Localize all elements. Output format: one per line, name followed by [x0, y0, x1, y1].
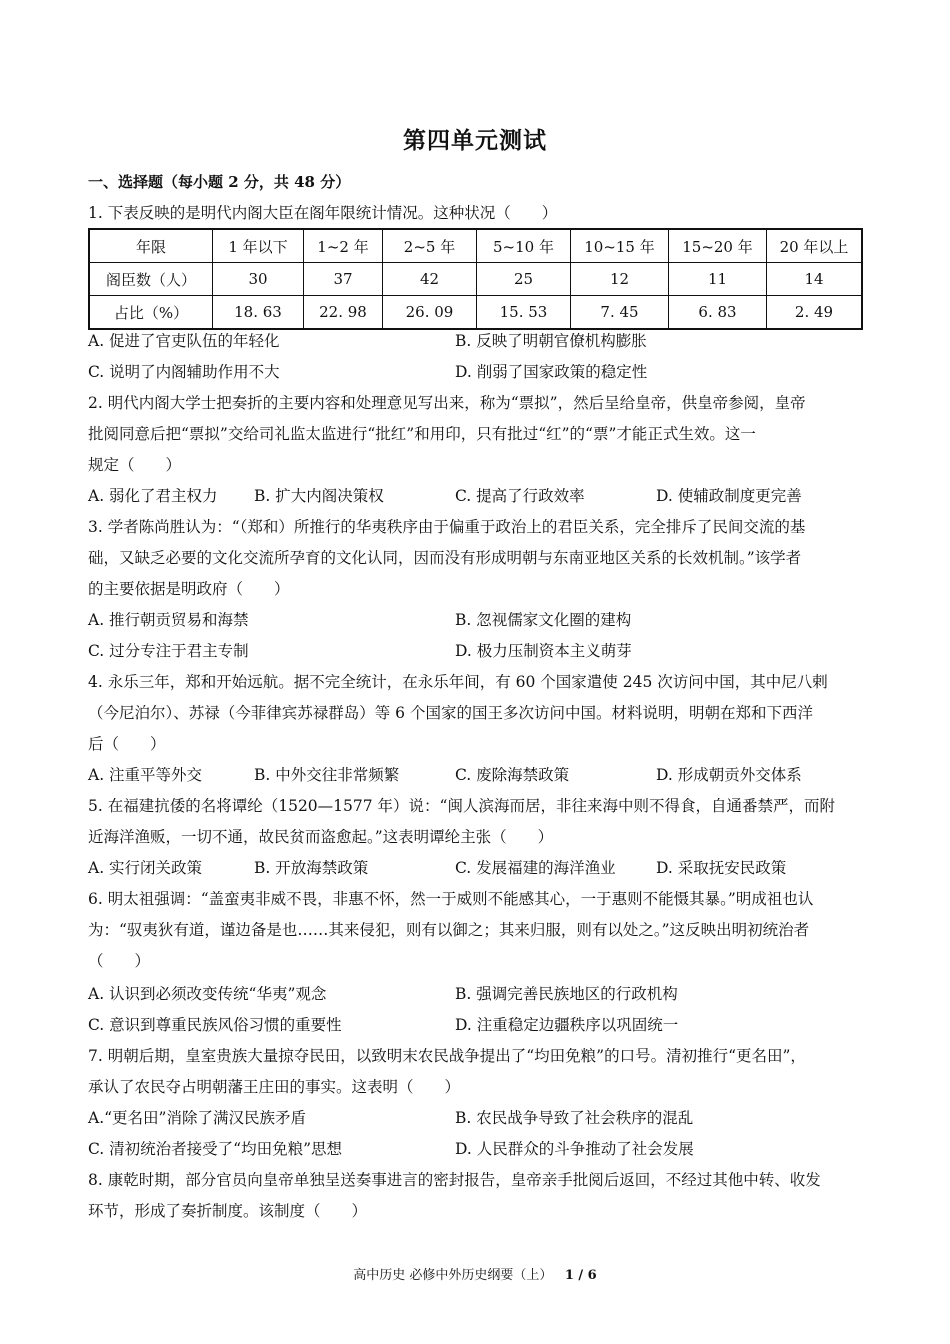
question-2-option-a: A. 弱化了君主权力 — [88, 487, 218, 505]
question-2-line-2: 批阅同意后把“票拟”交给司礼监太监进行“批红”和用印，只有批过“红”的“票”才能正式生效。这一 — [88, 425, 756, 443]
question-5-option-c: C. 发展福建的海洋渔业 — [455, 859, 616, 877]
table-cell: 阁臣数（人） — [89, 263, 213, 296]
question-7-option-c: C. 清初统治者接受了“均田免粮”思想 — [88, 1140, 343, 1158]
question-2-option-d: D. 使辅政制度更完善 — [656, 487, 802, 505]
table-cell: 2. 49 — [767, 296, 863, 330]
question-5-option-b: B. 开放海禁政策 — [254, 859, 369, 877]
table-cell: 22. 98 — [304, 296, 383, 330]
question-1-option-d: D. 削弱了国家政策的稳定性 — [455, 363, 648, 381]
table-cell: 占比（%） — [89, 296, 213, 330]
question-4-option-a: A. 注重平等外交 — [88, 766, 203, 784]
question-6-option-c: C. 意识到尊重民族风俗习惯的重要性 — [88, 1016, 342, 1034]
question-6-line-2: 为：“驭夷狄有道，谨边备是也……其来侵犯，则有以御之；其来归服，则有以处之。”这反映出明初统治者 — [88, 921, 810, 939]
question-7-option-b: B. 农民战争导致了社会秩序的混乱 — [455, 1109, 694, 1127]
table-header-cell: 2~5 年 — [383, 229, 477, 263]
table-header-cell: 1 年以下 — [213, 229, 304, 263]
question-7-line-2: 承认了农民夺占明朝藩王庄田的事实。这表明（ ） — [88, 1078, 461, 1096]
table-cell: 26. 09 — [383, 296, 477, 330]
question-3-line-1: 3. 学者陈尚胜认为：“（郑和）所推行的华夷秩序由于偏重于政治上的君臣关系，完全排斥了民间交流的基 — [88, 518, 806, 536]
question-3-option-b: B. 忽视儒家文化圈的建构 — [455, 611, 632, 629]
footer-text: 高中历史 必修中外历史纲要（上） — [353, 1268, 553, 1283]
table-cell: 12 — [571, 263, 669, 296]
table-cell: 25 — [477, 263, 571, 296]
cabinet-statistics-table — [88, 228, 863, 330]
question-1-line-1: 1. 下表反映的是明代内阁大臣在阁年限统计情况。这种状况（ ） — [88, 204, 558, 222]
question-6-option-a: A. 认识到必须改变传统“华夷”观念 — [88, 985, 327, 1003]
question-2-option-c: C. 提高了行政效率 — [455, 487, 585, 505]
question-5-option-a: A. 实行闭关政策 — [88, 859, 203, 877]
question-2-line-3: 规定（ ） — [88, 456, 182, 474]
question-6-option-d: D. 注重稳定边疆秩序以巩固统一 — [455, 1016, 679, 1034]
table-cell: 30 — [213, 263, 304, 296]
table-cell: 7. 45 — [571, 296, 669, 330]
table-cell: 6. 83 — [669, 296, 767, 330]
question-5-line-2: 近海洋渔贩，一切不通，故民贫而盗愈起。”这表明谭纶主张（ ） — [88, 828, 554, 846]
table-header-cell: 5~10 年 — [477, 229, 571, 263]
question-4-option-c: C. 废除海禁政策 — [455, 766, 570, 784]
table-header-cell: 年限 — [89, 229, 213, 263]
table-cell: 37 — [304, 263, 383, 296]
question-3-line-3: 的主要依据是明政府（ ） — [88, 580, 290, 598]
question-3-option-a: A. 推行朝贡贸易和海禁 — [88, 611, 249, 629]
section-heading: 一、选择题（每小题 2 分，共 48 分） — [88, 173, 351, 191]
table-row — [89, 263, 862, 296]
page-title: 第四单元测试 — [403, 127, 547, 154]
table-header-cell: 10~15 年 — [571, 229, 669, 263]
table-row — [89, 296, 862, 330]
question-4-line-1: 4. 永乐三年，郑和开始远航。据不完全统计，在永乐年间，有 60 个国家遣使 245 次访问中国，其中尼八剌 — [88, 673, 828, 691]
table-cell: 42 — [383, 263, 477, 296]
question-2-line-1: 2. 明代内阁大学士把奏折的主要内容和处理意见写出来，称为“票拟”，然后呈给皇帝，供皇帝参阅，皇帝 — [88, 394, 806, 412]
question-5-option-d: D. 采取抚安民政策 — [656, 859, 787, 877]
question-7-line-1: 7. 明朝后期，皇室贵族大量掠夺民田，以致明末农民战争提出了“均田免粮”的口号。清初推行“更名田”， — [88, 1047, 806, 1065]
question-4-option-b: B. 中外交往非常频繁 — [254, 766, 400, 784]
question-4-line-2: （今尼泊尔）、苏禄（今菲律宾苏禄群岛）等 6 个国家的国王多次访问中国。材料说明，明朝在郑和下西洋 — [88, 704, 813, 722]
table-header-cell: 1~2 年 — [304, 229, 383, 263]
question-6-option-b: B. 强调完善民族地区的行政机构 — [455, 985, 678, 1003]
question-7-option-a: A.“更名田”消除了满汉民族矛盾 — [88, 1109, 306, 1127]
question-4-option-d: D. 形成朝贡外交体系 — [656, 766, 802, 784]
question-1-option-c: C. 说明了内阁辅助作用不大 — [88, 363, 280, 381]
table-header-cell: 15~20 年 — [669, 229, 767, 263]
table-header-cell: 20 年以上 — [767, 229, 863, 263]
question-4-line-3: 后（ ） — [88, 735, 166, 753]
question-3-line-2: 础，又缺乏必要的文化交流所孕育的文化认同，因而没有形成明朝与东南亚地区关系的长效机制。”该学者 — [88, 549, 802, 567]
question-3-option-c: C. 过分专注于君主专制 — [88, 642, 249, 660]
question-8-line-1: 8. 康乾时期，部分官员向皇帝单独呈送奏事进言的密封报告，皇帝亲手批阅后返回，不经过其他中转、收发 — [88, 1171, 821, 1189]
table-cell: 11 — [669, 263, 767, 296]
question-6-line-3: （ ） — [88, 952, 151, 970]
page-footer — [0, 1264, 950, 1283]
table-cell: 15. 53 — [477, 296, 571, 330]
question-2-option-b: B. 扩大内阁决策权 — [254, 487, 384, 505]
question-1-option-b: B. 反映了明朝官僚机构膨胀 — [455, 332, 647, 350]
table-header-row — [89, 229, 862, 263]
table-cell: 18. 63 — [213, 296, 304, 330]
question-5-line-1: 5. 在福建抗倭的名将谭纶（1520—1577 年）说：“闽人滨海而居，非往来海中则不得食，自通番禁严，而附 — [88, 797, 835, 815]
page-number: 1 / 6 — [564, 1268, 597, 1283]
question-3-option-d: D. 极力压制资本主义萌芽 — [455, 642, 632, 660]
question-1-option-a: A. 促进了官吏队伍的年轻化 — [88, 332, 280, 350]
question-7-option-d: D. 人民群众的斗争推动了社会发展 — [455, 1140, 694, 1158]
question-6-line-1: 6. 明太祖强调：“盖蛮夷非威不畏，非惠不怀，然一于威则不能感其心，一于惠则不能慑其暴。”明成祖也认 — [88, 890, 814, 908]
question-8-line-2: 环节，形成了奏折制度。该制度（ ） — [88, 1202, 368, 1220]
table-cell: 14 — [767, 263, 863, 296]
